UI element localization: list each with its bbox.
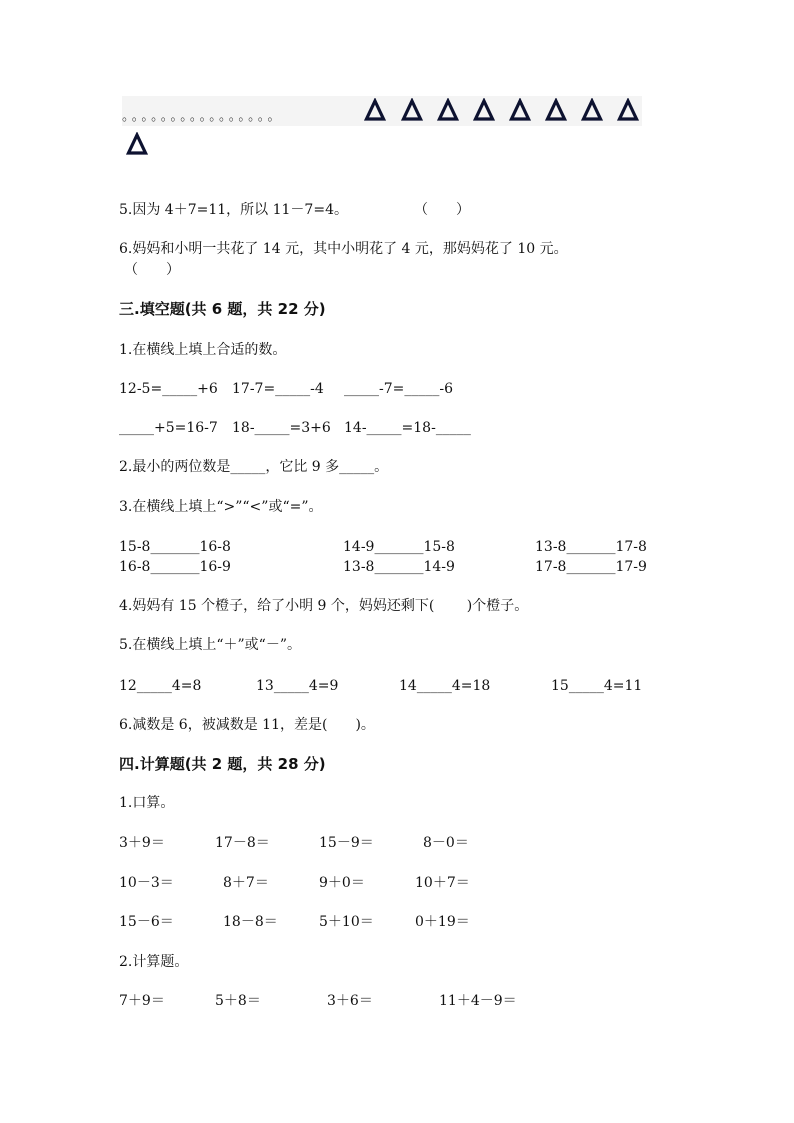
- pattern-row: [122, 96, 642, 126]
- calc-item[interactable]: 9＋0＝: [319, 875, 365, 891]
- fill-blank-item[interactable]: 14-_____=18-_____: [344, 420, 471, 436]
- calc-item[interactable]: 15－9＝: [319, 835, 374, 851]
- dot-sequence: 。。。。。。。。。。。。。。。。: [122, 109, 284, 124]
- triangle-outline-icon: [473, 98, 495, 122]
- fill-blank-item[interactable]: 12-5=_____+6: [119, 381, 218, 397]
- triangle-outline-icon: [545, 98, 567, 122]
- triangle-outline-icon: [581, 98, 603, 122]
- compare-item[interactable]: 16-8_______16-9: [119, 559, 231, 575]
- question-text: 3.在横线上填上“>”“<”或“=”。: [119, 499, 323, 515]
- triangle-outline-icon: [364, 98, 386, 122]
- triangle-outline-icon: [617, 98, 639, 122]
- calc-item[interactable]: 0＋19＝: [415, 914, 470, 930]
- operator-item[interactable]: 12_____4=8: [119, 678, 202, 694]
- calc-item[interactable]: 5＋8＝: [215, 993, 261, 1009]
- calc-item[interactable]: 7＋9＝: [119, 993, 165, 1009]
- answer-paren[interactable]: （ ）: [124, 262, 180, 278]
- fill-blank-item[interactable]: _____+5=16-7: [119, 420, 218, 436]
- calc-item[interactable]: 17－8＝: [215, 835, 270, 851]
- calc-item[interactable]: 3＋9＝: [119, 835, 165, 851]
- calc-item[interactable]: 8－0＝: [423, 835, 469, 851]
- fill-blank-item[interactable]: 18-_____=3+6: [232, 420, 331, 436]
- triangle-outline-icon: [509, 98, 531, 122]
- question-text: 2.计算题。: [119, 954, 189, 970]
- section-title: 四.计算题(共 2 题，共 28 分): [119, 755, 326, 773]
- calc-item[interactable]: 3＋6＝: [327, 993, 373, 1009]
- calc-item[interactable]: 10＋7＝: [415, 875, 470, 891]
- judge-question-6: 6.妈妈和小明一共花了 14 元，其中小明花了 4 元，那妈妈花了 10 元。: [119, 241, 568, 257]
- triangle-outline-icon: [437, 98, 459, 122]
- compare-item[interactable]: 17-8_______17-9: [535, 559, 647, 575]
- calc-item[interactable]: 10－3＝: [119, 875, 174, 891]
- triangle-outline-icon: [126, 132, 148, 156]
- compare-item[interactable]: 15-8_______16-8: [119, 539, 231, 555]
- judge-question-5: 5.因为 4＋7=11，所以 11－7=4。: [119, 202, 348, 218]
- calc-item[interactable]: 18－8＝: [223, 914, 278, 930]
- operator-item[interactable]: 15_____4=11: [551, 678, 643, 694]
- question-text: 5.在横线上填上“＋”或“－”。: [119, 637, 301, 653]
- compare-item[interactable]: 14-9_______15-8: [343, 539, 455, 555]
- operator-item[interactable]: 13_____4=9: [256, 678, 339, 694]
- fill-blank-item[interactable]: 17-7=_____-4: [232, 381, 324, 397]
- question-text: 1.口算。: [119, 795, 175, 811]
- question-text[interactable]: 4.妈妈有 15 个橙子，给了小明 9 个，妈妈还剩下( )个橙子。: [119, 598, 529, 614]
- operator-item[interactable]: 14_____4=18: [399, 678, 491, 694]
- section-title: 三.填空题(共 6 题，共 22 分): [119, 300, 326, 318]
- triangle-outline-icon: [401, 98, 423, 122]
- calc-item[interactable]: 8＋7＝: [223, 875, 269, 891]
- answer-paren[interactable]: （ ）: [414, 202, 470, 218]
- calc-item[interactable]: 11＋4－9＝: [439, 993, 517, 1009]
- question-text: 1.在横线上填上合适的数。: [119, 342, 287, 358]
- fill-blank-item[interactable]: _____-7=_____-6: [344, 381, 454, 397]
- calc-item[interactable]: 5＋10＝: [319, 914, 374, 930]
- calc-item[interactable]: 15－6＝: [119, 914, 174, 930]
- compare-item[interactable]: 13-8_______14-9: [343, 559, 455, 575]
- question-text[interactable]: 6.减数是 6，被减数是 11，差是( )。: [119, 717, 375, 733]
- question-text[interactable]: 2.最小的两位数是_____，它比 9 多_____。: [119, 459, 389, 475]
- compare-item[interactable]: 13-8_______17-8: [535, 539, 647, 555]
